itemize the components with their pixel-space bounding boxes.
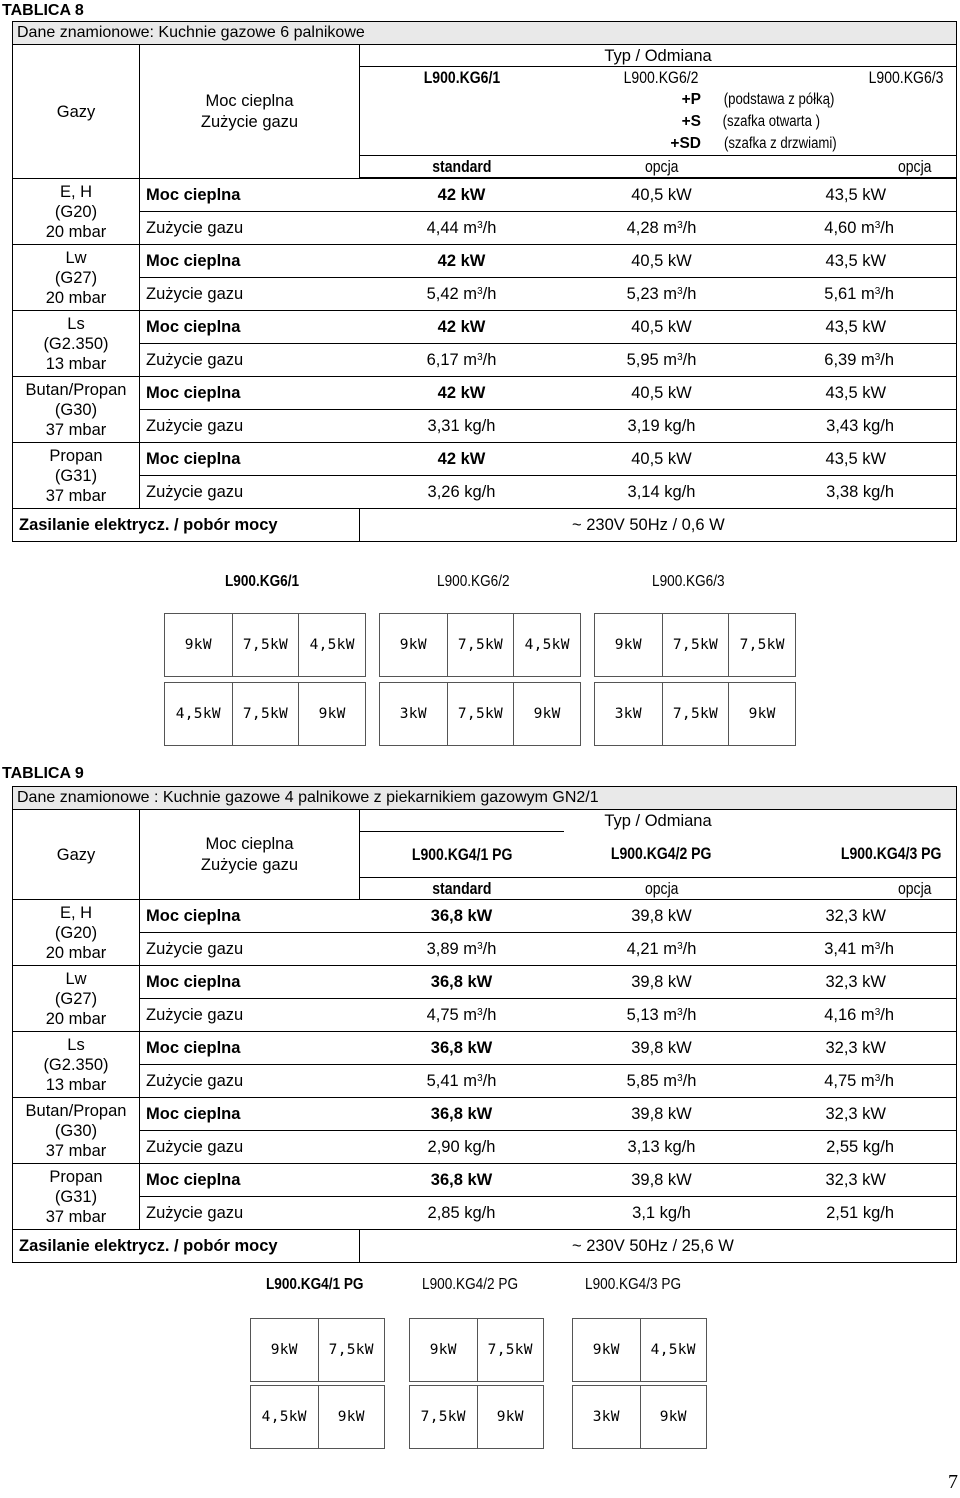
zuz-number: 5,41 m <box>426 1072 478 1090</box>
moc-value: 42 kW <box>360 443 564 476</box>
burner-model-label: L900.KG6/3 <box>652 573 725 590</box>
burner-box-top <box>409 1318 544 1382</box>
burner-power: 9kW <box>429 1342 457 1358</box>
row-label-moc: Moc cieplna <box>140 245 360 278</box>
moc-value: 42 kW <box>360 179 564 212</box>
burner-power: 4,5kW <box>298 614 365 676</box>
moc-value: 36,8 kW <box>360 1164 564 1197</box>
option-label: opcja <box>897 157 932 176</box>
moc-value: 40,5 kW <box>564 377 760 410</box>
burner-power: 4,5kW <box>513 614 580 676</box>
gas-label <box>13 179 140 245</box>
burner-model-label: L900.KG6/1 <box>225 573 300 590</box>
row-label-zuz: Zużycie gazu <box>140 212 360 245</box>
unit-exponent: 3 <box>677 352 683 363</box>
zuz-number: 3,89 m <box>426 940 478 958</box>
gas-line: (G27) <box>54 989 98 1008</box>
moc-value: 36,8 kW <box>360 966 564 999</box>
option-label: opcja <box>897 879 932 898</box>
gas-line: 20 mbar <box>45 1009 107 1028</box>
unit-exponent: 3 <box>477 1007 483 1018</box>
moc-value: 32,3 kW <box>760 1098 957 1131</box>
zuz-value <box>760 212 957 245</box>
model-header: L900.KG4/2 PG <box>611 845 712 864</box>
row-label-zuz: Zużycie gazu <box>140 1065 360 1098</box>
unit-exponent: 3 <box>477 352 483 363</box>
burner-power: 9kW <box>640 1386 707 1448</box>
moc-value: 43,5 kW <box>760 377 957 410</box>
zuz-value <box>564 1065 760 1098</box>
zuz-number: 3,41 m <box>824 940 875 958</box>
moc-value: 40,5 kW <box>564 443 760 476</box>
zuz-number: 4,75 m <box>824 1072 875 1090</box>
zuz-value <box>564 410 760 443</box>
unit-suffix: /h <box>880 285 895 303</box>
zuz-value <box>564 1197 760 1230</box>
moc-value: 36,8 kW <box>360 900 564 933</box>
row-label-zuz: Zużycie gazu <box>140 933 360 966</box>
unit-suffix: /h <box>482 219 497 237</box>
table9-heading: TABLICA 9 <box>2 765 84 782</box>
gas-line: (G31) <box>54 1187 98 1206</box>
moc-value: 43,5 kW <box>760 245 957 278</box>
zuz-number: 3,26 kg/h <box>427 483 496 501</box>
zuz-value <box>564 1131 760 1164</box>
unit-suffix: /h <box>482 1072 497 1090</box>
gas-line: E, H <box>59 903 93 922</box>
burner-power: 3kW <box>614 706 642 722</box>
burner-model-label: L900.KG4/3 PG <box>585 1276 682 1293</box>
row-label-zuz: Zużycie gazu <box>140 999 360 1032</box>
burner-power: 7,5kW <box>728 614 795 676</box>
unit-exponent: 3 <box>477 220 483 231</box>
burner-power: 7,5kW <box>232 614 299 676</box>
moc-value: 32,3 kW <box>760 900 957 933</box>
gas-line: 37 mbar <box>45 1141 107 1160</box>
unit-exponent: 3 <box>477 1073 483 1084</box>
model-header: L900.KG6/3 <box>868 68 944 87</box>
zuz-value <box>760 278 957 311</box>
gas-line: Butan/Propan <box>25 1101 127 1120</box>
gas-line: 13 mbar <box>45 354 107 373</box>
burner-box-top <box>594 613 796 677</box>
gas-label <box>13 1032 140 1098</box>
moc-value: 40,5 kW <box>564 179 760 212</box>
model-header: L900.KG6/2 <box>624 68 699 87</box>
unit-exponent: 3 <box>874 352 881 363</box>
gas-line: (G20) <box>54 202 98 221</box>
gas-line: (G2.350) <box>43 1055 109 1074</box>
row-label-moc: Moc cieplna <box>140 900 360 933</box>
zuz-number: 3,38 kg/h <box>826 483 895 501</box>
zuz-value <box>360 1131 564 1164</box>
burner-power: 7,5kW <box>662 683 729 745</box>
zuz-value <box>564 278 760 311</box>
zuz-number: 3,1 kg/h <box>632 1204 691 1222</box>
gas-line: (G31) <box>54 466 98 485</box>
burner-box-bottom <box>409 1385 544 1449</box>
row-label-zuz: Zużycie gazu <box>140 344 360 377</box>
unit-exponent: 3 <box>677 1007 683 1018</box>
gas-line: 20 mbar <box>45 943 107 962</box>
unit-exponent: 3 <box>677 1073 683 1084</box>
unit-suffix: /h <box>682 219 697 237</box>
gas-line: Propan <box>49 446 103 465</box>
gas-line: 20 mbar <box>45 288 107 307</box>
gas-label <box>13 966 140 1032</box>
zuz-value <box>564 344 760 377</box>
unit-exponent: 3 <box>874 286 881 297</box>
row-label-moc: Moc cieplna <box>140 377 360 410</box>
moc-value: 32,3 kW <box>760 966 957 999</box>
unit-suffix: /h <box>880 940 895 958</box>
moc-value: 36,8 kW <box>360 1098 564 1131</box>
unit-suffix: /h <box>682 285 697 303</box>
table9 <box>12 786 957 1263</box>
model-header: L900.KG4/1 PG <box>411 845 513 864</box>
unit-exponent: 3 <box>677 286 683 297</box>
zuz-number: 2,51 kg/h <box>826 1204 895 1222</box>
zuz-number: 3,13 kg/h <box>627 1138 696 1156</box>
moc-header: Moc cieplna <box>205 91 294 110</box>
row-label-zuz: Zużycie gazu <box>140 1197 360 1230</box>
gas-line: 37 mbar <box>45 486 107 505</box>
moc-value: 39,8 kW <box>564 1032 760 1065</box>
power-value: ~ 230V 50Hz / 25,6 W <box>360 1230 957 1263</box>
zuz-value <box>564 933 760 966</box>
burner-power: 4,5kW <box>175 706 221 722</box>
burner-model-label: L900.KG4/1 PG <box>266 1276 364 1293</box>
moc-value: 39,8 kW <box>564 1164 760 1197</box>
zuz-number: 3,14 kg/h <box>627 483 696 501</box>
burner-box-top <box>379 613 581 677</box>
row-label-zuz: Zużycie gazu <box>140 476 360 509</box>
zuz-number: 4,60 m <box>824 219 875 237</box>
gas-label <box>13 311 140 377</box>
table9-caption: Dane znamionowe : Kuchnie gazowe 4 palnikowe z piekarnikiem gazowym GN2/1 <box>13 787 957 810</box>
burner-power: 9kW <box>513 683 580 745</box>
burner-power: 9kW <box>270 1342 298 1358</box>
gas-line: Butan/Propan <box>25 380 127 399</box>
burner-model-label: L900.KG6/2 <box>437 573 510 590</box>
gas-line: Propan <box>49 1167 103 1186</box>
unit-suffix: /h <box>482 351 497 369</box>
model-header: L900.KG4/3 PG <box>840 845 942 864</box>
zuz-number: 3,19 kg/h <box>627 417 696 435</box>
burner-box-bottom <box>379 682 581 746</box>
variants-block: +P (podstawa z półką) +S (szafka otwarta ) +SD (szafka z drzwiami) <box>360 89 957 156</box>
row-label-zuz: Zużycie gazu <box>140 1131 360 1164</box>
zuz-value <box>360 278 564 311</box>
gas-label <box>13 1164 140 1230</box>
gas-label <box>13 1098 140 1164</box>
row-label-moc: Moc cieplna <box>140 1032 360 1065</box>
zuz-value <box>360 999 564 1032</box>
burner-power: 7,5kW <box>232 683 299 745</box>
zuz-number: 4,21 m <box>626 940 678 958</box>
gas-line: 37 mbar <box>45 420 107 439</box>
unit-suffix: /h <box>682 1072 697 1090</box>
moc-value: 39,8 kW <box>564 900 760 933</box>
gas-label <box>13 245 140 311</box>
row-label-moc: Moc cieplna <box>140 443 360 476</box>
burner-power: 4,5kW <box>640 1319 707 1381</box>
gas-line: E, H <box>59 182 93 201</box>
zuz-header: Zużycie gazu <box>200 855 299 874</box>
zuz-value <box>360 344 564 377</box>
row-label-zuz: Zużycie gazu <box>140 278 360 311</box>
unit-exponent: 3 <box>477 941 483 952</box>
zuz-value <box>564 212 760 245</box>
unit-suffix: /h <box>482 940 497 958</box>
row-label-zuz: Zużycie gazu <box>140 410 360 443</box>
model-header: L900.KG6/1 <box>423 68 500 87</box>
burner-power: 9kW <box>318 1386 385 1448</box>
gas-line: Ls <box>67 314 85 333</box>
moc-value: 43,5 kW <box>760 311 957 344</box>
unit-exponent: 3 <box>874 1073 881 1084</box>
option-label: standard <box>432 879 492 898</box>
gas-line: (G30) <box>54 1121 98 1140</box>
unit-suffix: /h <box>482 285 497 303</box>
zuz-value <box>360 212 564 245</box>
unit-exponent: 3 <box>677 220 683 231</box>
unit-suffix: /h <box>682 940 697 958</box>
gas-label <box>13 900 140 966</box>
gas-line: Lw <box>65 969 87 988</box>
typ-header: Typ / Odmiana <box>360 45 957 67</box>
unit-suffix: /h <box>880 351 895 369</box>
option-label: opcja <box>644 157 679 176</box>
zuz-number: 6,17 m <box>426 351 478 369</box>
gas-line: 20 mbar <box>45 222 107 241</box>
burner-model-label: L900.KG4/2 PG <box>422 1276 519 1293</box>
zuz-number: 3,43 kg/h <box>826 417 895 435</box>
zuz-value <box>360 1197 564 1230</box>
gas-line: (G2.350) <box>43 334 109 353</box>
option-label: opcja <box>644 879 679 898</box>
burner-box-top <box>572 1318 707 1382</box>
power-label: Zasilanie elektrycz. / pobór mocy <box>13 509 360 542</box>
zuz-number: 2,55 kg/h <box>826 1138 895 1156</box>
zuz-value <box>360 933 564 966</box>
moc-value: 42 kW <box>360 245 564 278</box>
gazy-header: Gazy <box>13 810 140 900</box>
zuz-number: 3,31 kg/h <box>427 417 496 435</box>
burner-power: 9kW <box>592 1342 620 1358</box>
zuz-value <box>564 999 760 1032</box>
moc-value: 40,5 kW <box>564 245 760 278</box>
burner-box-top <box>164 613 366 677</box>
moc-value: 36,8 kW <box>360 1032 564 1065</box>
burner-power: 9kW <box>728 683 795 745</box>
burner-power: 9kW <box>614 637 642 653</box>
table8-caption: Dane znamionowe: Kuchnie gazowe 6 palnikowe <box>13 22 957 45</box>
zuz-number: 5,61 m <box>824 285 875 303</box>
unit-exponent: 3 <box>677 941 683 952</box>
moc-value: 42 kW <box>360 377 564 410</box>
power-value: ~ 230V 50Hz / 0,6 W <box>360 509 957 542</box>
burner-power: 7,5kW <box>420 1409 466 1425</box>
unit-exponent: 3 <box>874 941 881 952</box>
zuz-value <box>760 410 957 443</box>
gas-line: (G20) <box>54 923 98 942</box>
zuz-value <box>760 1131 957 1164</box>
moc-value: 39,8 kW <box>564 966 760 999</box>
row-label-moc: Moc cieplna <box>140 966 360 999</box>
unit-suffix: /h <box>482 1006 497 1024</box>
zuz-value <box>760 1065 957 1098</box>
zuz-number: 4,28 m <box>626 219 678 237</box>
zuz-value <box>760 999 957 1032</box>
moc-value: 43,5 kW <box>760 179 957 212</box>
zuz-number: 6,39 m <box>824 351 875 369</box>
moc-value: 32,3 kW <box>760 1032 957 1065</box>
zuz-value <box>760 344 957 377</box>
zuz-number: 4,16 m <box>824 1006 875 1024</box>
gas-line: Ls <box>67 1035 85 1054</box>
zuz-value <box>360 410 564 443</box>
burner-power: 9kW <box>477 1386 544 1448</box>
unit-exponent: 3 <box>874 1007 881 1018</box>
zuz-number: 5,23 m <box>626 285 678 303</box>
gas-line: Lw <box>65 248 87 267</box>
burner-power: 4,5kW <box>261 1409 307 1425</box>
table8-heading: TABLICA 8 <box>2 2 84 19</box>
burner-power: 7,5kW <box>662 614 729 676</box>
zuz-value <box>360 476 564 509</box>
zuz-number: 4,44 m <box>426 219 478 237</box>
unit-suffix: /h <box>682 1006 697 1024</box>
burner-power: 3kW <box>592 1409 620 1425</box>
row-label-moc: Moc cieplna <box>140 179 360 212</box>
gas-line: (G30) <box>54 400 98 419</box>
burner-power: 7,5kW <box>477 1319 544 1381</box>
row-label-moc: Moc cieplna <box>140 311 360 344</box>
gas-line: 37 mbar <box>45 1207 107 1226</box>
burner-box-bottom <box>572 1385 707 1449</box>
gas-line: 13 mbar <box>45 1075 107 1094</box>
burner-power: 9kW <box>399 637 427 653</box>
unit-exponent: 3 <box>874 220 881 231</box>
burner-box-top <box>250 1318 385 1382</box>
burner-power: 9kW <box>184 637 212 653</box>
burner-power: 7,5kW <box>318 1319 385 1381</box>
gazy-header: Gazy <box>13 45 140 179</box>
zuz-value <box>760 476 957 509</box>
moc-value: 42 kW <box>360 311 564 344</box>
burner-power: 7,5kW <box>447 683 514 745</box>
moc-value: 32,3 kW <box>760 1164 957 1197</box>
zuz-value <box>360 1065 564 1098</box>
burner-power: 7,5kW <box>447 614 514 676</box>
burner-power: 9kW <box>298 683 365 745</box>
unit-suffix: /h <box>880 219 895 237</box>
row-label-moc: Moc cieplna <box>140 1098 360 1131</box>
gas-line: (G27) <box>54 268 98 287</box>
burner-box-bottom <box>594 682 796 746</box>
typ-header: Typ / Odmiana <box>360 810 957 832</box>
zuz-value <box>760 1197 957 1230</box>
zuz-number: 4,75 m <box>426 1006 478 1024</box>
zuz-number: 5,42 m <box>426 285 478 303</box>
page-number: 7 <box>948 1471 958 1493</box>
zuz-header: Zużycie gazu <box>200 112 299 131</box>
power-label: Zasilanie elektrycz. / pobór mocy <box>13 1230 360 1263</box>
table8 <box>12 21 957 542</box>
unit-suffix: /h <box>880 1006 895 1024</box>
moc-value: 39,8 kW <box>564 1098 760 1131</box>
zuz-number: 2,85 kg/h <box>427 1204 496 1222</box>
params-header <box>140 45 360 179</box>
option-label: standard <box>432 157 492 176</box>
zuz-number: 5,85 m <box>626 1072 678 1090</box>
zuz-number: 5,13 m <box>626 1006 678 1024</box>
unit-exponent: 3 <box>477 286 483 297</box>
zuz-value <box>760 933 957 966</box>
params-header <box>140 810 360 900</box>
gas-label <box>13 443 140 509</box>
moc-value: 40,5 kW <box>564 311 760 344</box>
burner-box-bottom <box>164 682 366 746</box>
moc-value: 43,5 kW <box>760 443 957 476</box>
zuz-number: 5,95 m <box>626 351 678 369</box>
row-label-moc: Moc cieplna <box>140 1164 360 1197</box>
zuz-number: 2,90 kg/h <box>427 1138 496 1156</box>
burner-box-bottom <box>250 1385 385 1449</box>
zuz-value <box>564 476 760 509</box>
unit-suffix: /h <box>880 1072 895 1090</box>
unit-suffix: /h <box>682 351 697 369</box>
gas-label <box>13 377 140 443</box>
moc-header: Moc cieplna <box>205 834 294 853</box>
burner-power: 3kW <box>399 706 427 722</box>
